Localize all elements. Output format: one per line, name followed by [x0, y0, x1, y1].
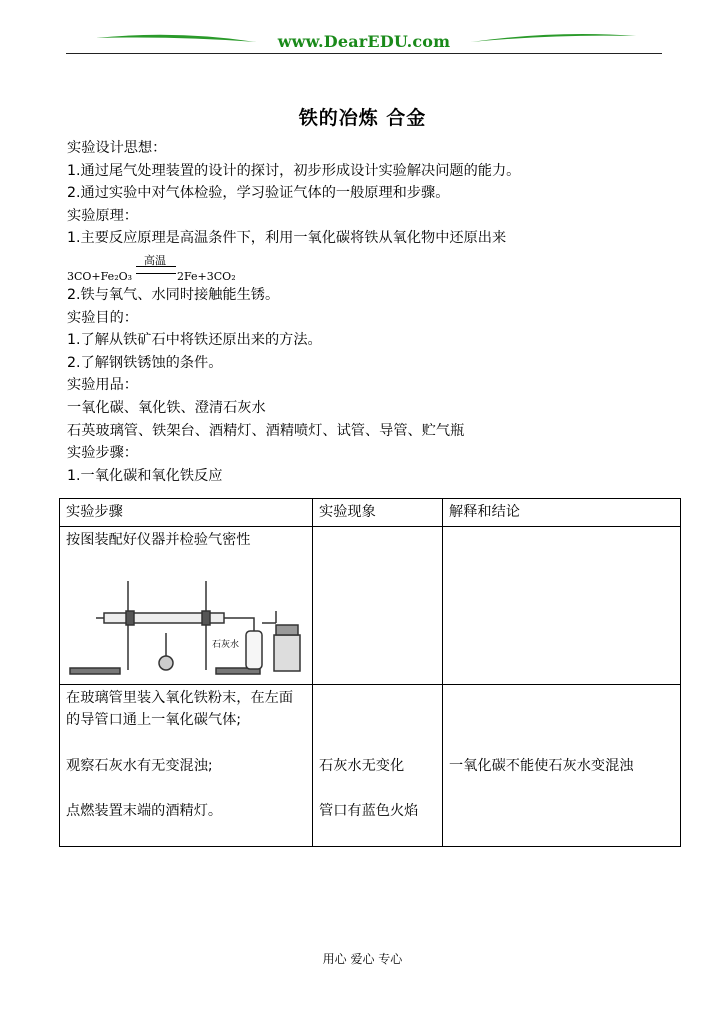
table-header-conclusion: 解释和结论 — [443, 499, 681, 527]
materials-item-1: 一氧化碳、氧化铁、澄清石灰水 — [67, 399, 266, 416]
table-cell-observation — [313, 684, 443, 846]
purpose-heading: 实验目的： — [67, 309, 138, 326]
row2-conclusion-b: 一氧化碳不能使石灰水变混浊 — [449, 757, 634, 774]
principle-heading: 实验原理： — [67, 207, 138, 224]
page-header — [66, 28, 662, 54]
header-rule — [66, 53, 662, 54]
table-cell-observation — [313, 526, 443, 684]
chemical-equation — [67, 250, 667, 284]
row2-step-c: 点燃装置末端的酒精灯。 — [66, 802, 223, 819]
table-header-row — [60, 499, 681, 527]
limewater-label: 石灰水 — [212, 640, 240, 651]
equation-products: 2Fe+3CO₂ — [177, 269, 236, 283]
table-cell-step — [60, 526, 313, 684]
purpose-item-2: 2.了解钢铁锈蚀的条件。 — [67, 354, 223, 371]
table-cell-conclusion — [443, 684, 681, 846]
row1-step-text: 按图装配好仪器并检验气密性 — [66, 531, 251, 548]
table-header-step: 实验步骤 — [60, 499, 313, 527]
design-heading: 实验设计思想： — [67, 140, 167, 156]
design-item-2: 2.通过实验中对气体检验，学习验证气体的一般原理和步骤。 — [67, 185, 450, 202]
equation-equals-sign — [136, 266, 176, 274]
design-item-1: 1.通过尾气处理装置的设计的探讨，初步形成设计实验解决问题的能力。 — [67, 162, 521, 179]
steps-item-1: 1.一氧化碳和氧化铁反应 — [67, 467, 223, 484]
row2-step-a: 在玻璃管里装入氧化铁粉末，在左面的导管口通上一氧化碳气体; — [66, 689, 294, 729]
experiment-table — [59, 498, 681, 847]
table-row — [60, 684, 681, 846]
materials-heading: 实验用品： — [67, 377, 138, 394]
purpose-item-1: 1.了解从铁矿石中将铁还原出来的方法。 — [67, 332, 322, 349]
equation-condition: 高温 — [144, 253, 166, 267]
page-footer: 用心 爱心 专心 — [322, 952, 403, 966]
table-header-observation: 实验现象 — [313, 499, 443, 527]
row2-step-b: 观察石灰水有无变混浊; — [66, 757, 213, 774]
materials-item-2: 石英玻璃管、铁架台、酒精灯、酒精喷灯、试管、导管、贮气瓶 — [67, 422, 465, 439]
principle-item-2: 2.铁与氧气、水同时接触能生锈。 — [67, 286, 280, 303]
equation-reactants: 3CO+Fe₂O₃ — [67, 269, 133, 283]
document-body — [67, 137, 667, 487]
table-cell-conclusion — [443, 526, 681, 684]
steps-heading: 实验步骤： — [67, 445, 138, 462]
table-cell-step — [60, 684, 313, 846]
table-row — [60, 526, 681, 684]
apparatus-figure — [66, 551, 306, 679]
document-title: 铁的冶炼 合金 — [298, 107, 427, 129]
site-url[interactable]: www.DearEDU.com — [277, 32, 451, 51]
row2-observation-b: 石灰水无变化 — [319, 757, 405, 774]
row2-observation-c: 管口有蓝色火焰 — [319, 802, 419, 819]
principle-item-1: 1.主要反应原理是高温条件下，利用一氧化碳将铁从氧化物中还原出来 — [67, 230, 507, 247]
